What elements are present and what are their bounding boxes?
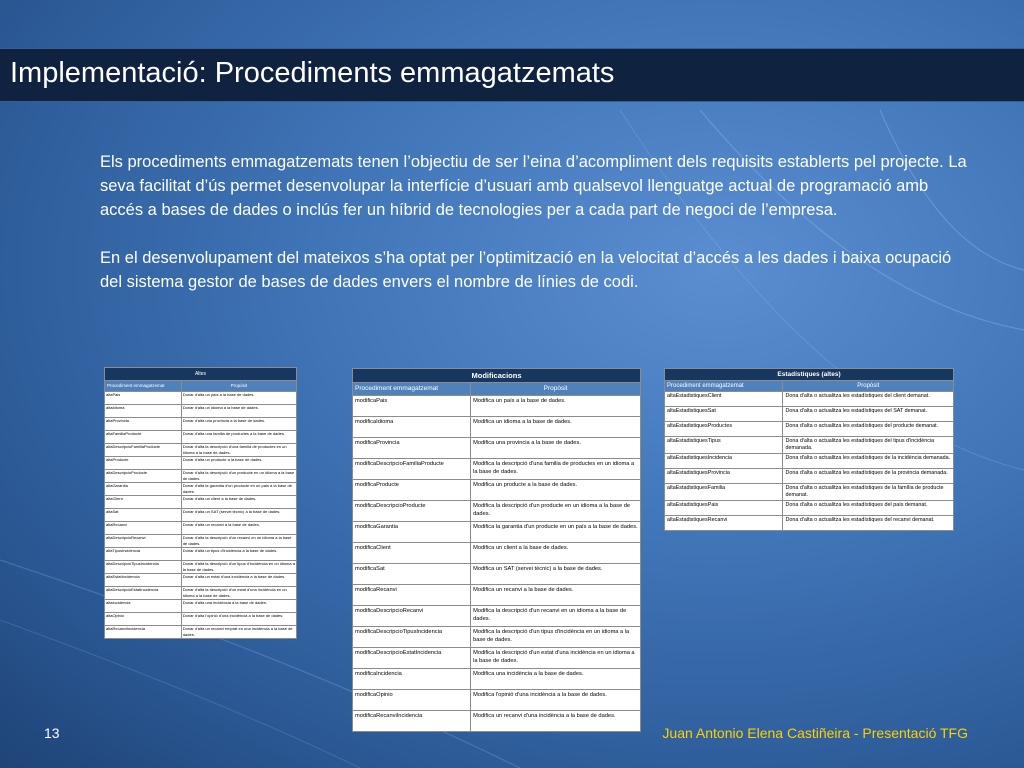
purpose-cell: Modifica la descripció d'una familia de productes en un idioma a la base de dades. [471, 459, 641, 480]
purpose-cell: Modifica un idioma a la base de dades. [471, 417, 641, 438]
purpose-cell: Dona d'alta o actualitza les estadístiques del client demanat. [783, 392, 954, 407]
procedure-name-cell: altaDescripcioRecanvi [105, 535, 182, 548]
purpose-cell: Dona d'alta o actualitza les estadístiques de la provincia demanada. [783, 469, 954, 484]
table-row [665, 392, 954, 407]
table-row [353, 585, 641, 606]
purpose-cell: Dona d'alta o actualitza les estadístiques de la família de producte demanat. [783, 484, 954, 501]
purpose-cell: Modifica una provincia a la base de dades. [471, 438, 641, 459]
table-row [105, 405, 297, 418]
purpose-cell: Modifica un client a la base de dades. [471, 543, 641, 564]
purpose-cell: Donar d'alta la descripció d'un tipus d'incidència en un idioma a la base de dades. [182, 561, 295, 572]
purpose-cell: Dona d'alta o actualitza les estadístiques del tipus d'incidència demanada. [783, 437, 954, 454]
table-row [105, 418, 297, 431]
procedure-name-cell: altaEstadistiquesProvincia [665, 469, 783, 484]
purpose-cell: Modifica un recanvi a la base de dades. [471, 585, 641, 606]
table-row [665, 437, 954, 454]
table-row [665, 422, 954, 437]
estadistiques-table [664, 368, 954, 531]
purpose-cell: Modifica la descripció d'un producte en un idioma a la base de dades. [471, 501, 641, 522]
purpose-cell: Dona d'alta o actualitza les estadístiques del producte demanat. [783, 422, 954, 437]
procedure-name-cell: altaEstadistiquesClient [665, 392, 783, 407]
procedure-name-cell: modificaRecanviIncidencia [353, 711, 471, 732]
purpose-cell: Donar d'alta un recanvi a la base de dades. [181, 522, 296, 535]
paragraph-intro: Els procediments emmagatzemats tenen l’objectiu de ser l’eina d’acompliment dels requisits establerts pel projecte. La seva facilitat d’ús permet desenvolupar la interfície d’usuari amb qualsevol llenguatge actual de programació amb accés a bases de dades o inclús fer un híbrid de tecnologies per a cada part de negoci de l’empresa. [100, 153, 967, 219]
procedure-name-cell: altaEstadistiquesIncidencia [665, 454, 783, 469]
table-row [353, 480, 641, 501]
purpose-cell: Donar d'alta un producte a la base de dades. [181, 457, 296, 470]
procedure-name-cell: modificaDescripcioRecanvi [353, 606, 471, 627]
purpose-cell: Modifica una incidència a la base de dades. [471, 669, 641, 690]
title-bar [0, 48, 1024, 102]
procedure-name-cell: modificaOpinio [353, 690, 471, 711]
procedure-name-cell: altaEstadistiquesPais [665, 501, 783, 516]
purpose-cell: Donar d'alta la descripció d'un estat d'una incidència en un idioma a la base de dades. [181, 587, 296, 600]
table-row [105, 548, 297, 561]
table-row [105, 613, 297, 626]
procedure-name-cell: altaEstadistiquesTipus [665, 437, 783, 454]
table-row [105, 483, 297, 496]
slide-title: Implementació: Procediments emmagatzemats [10, 57, 615, 89]
procedure-name-cell: altaEstadistiquesRecanvi [665, 516, 783, 531]
procedure-name-cell: modificaIncidencia [353, 669, 471, 690]
purpose-cell: Modifica la descripció d'un estat d'una incidència en un idioma a la base de dades. [471, 648, 641, 669]
column-header: Procediment emmagatzemat [353, 383, 471, 396]
purpose-cell: Donar d'alta una familia de productes a la base de dades. [181, 431, 296, 444]
table-row [105, 600, 297, 613]
column-header: Propòsit [471, 383, 641, 396]
purpose-cell: Donar d'alta un SAT (servei tècnic) a la base de dades. [181, 509, 296, 522]
procedure-name-cell: altaEstatIncidencia [105, 574, 182, 587]
purpose-cell: Modifica un recanvi d'una incidència a la base de dades. [471, 711, 641, 732]
procedure-name-cell: modificaDescripcioTipusIncidencia [353, 627, 471, 648]
procedure-name-cell: altaFamiliaProducte [105, 431, 182, 444]
purpose-cell: Donar d'alta un tipus d'incidència a la base de dades. [181, 548, 296, 561]
table-row [105, 574, 297, 587]
procedure-name-cell: altaPais [105, 392, 182, 405]
table-row [105, 561, 297, 574]
table-row [105, 522, 297, 535]
procedure-name-cell: altaDescripcioFamiliaProducte [105, 444, 182, 457]
page-number: 13 [44, 725, 60, 741]
purpose-cell: Donar d'alta un país a la base de dades. [181, 392, 296, 405]
procedure-name-cell: altaIdioma [105, 405, 182, 418]
table-row [105, 392, 297, 405]
procedure-name-cell: altaDescripcioTipusIncidencia [105, 561, 182, 574]
table-row [665, 407, 954, 422]
footer-text: Juan Antonio Elena Castiñeira - Presentació TFG [662, 725, 968, 741]
procedure-name-cell: modificaDescripcioFamiliaProducte [353, 459, 471, 480]
table-row [105, 496, 297, 509]
purpose-cell: Dona d'alta o actualitza les estadístiques del país demanat. [783, 501, 954, 516]
table-row [665, 469, 954, 484]
table-row [353, 459, 641, 480]
procedure-name-cell: modificaDescripcioProducte [353, 501, 471, 522]
estadistiques-table-title: Estadístiques (altes) [665, 369, 954, 381]
table-row [353, 543, 641, 564]
procedure-name-cell: altaEstadistiquesProductes [665, 422, 783, 437]
procedure-name-cell: modificaProvincia [353, 438, 471, 459]
table-row [105, 626, 297, 639]
procedure-name-cell: modificaRecanvi [353, 585, 471, 606]
body-text [100, 150, 970, 318]
purpose-cell: Donar d'alta la descripció d'una família de productes en un idioma a la base de dades. [181, 444, 296, 457]
purpose-cell: Modifica un SAT (servei tècnic) a la base de dades. [471, 564, 641, 585]
procedure-name-cell: altaDescripcioEstatIncidencia [105, 587, 182, 600]
procedure-name-cell: modificaProducte [353, 480, 471, 501]
table-row [665, 501, 954, 516]
table-row [353, 648, 641, 669]
procedure-name-cell: altaProvincia [105, 418, 182, 431]
table-row [353, 396, 641, 417]
table-row [105, 509, 297, 522]
table-row [105, 587, 297, 600]
purpose-cell: Donar d'alta un client a la base de dades. [181, 496, 296, 509]
modificacions-table [352, 368, 641, 732]
purpose-cell: Donar d'alta la garantia d'un producte en un país a la base de dades. [181, 483, 296, 496]
table-row [105, 444, 297, 457]
procedure-name-cell: altaEstadistiquesFamilia [665, 484, 783, 501]
table-row [105, 535, 297, 548]
purpose-cell: Modifica la garantia d'un producte en un país a la base de dades. [471, 522, 641, 543]
table-row [665, 454, 954, 469]
altes-table [104, 367, 297, 639]
purpose-cell: Modifica la descripció d'un tipus d'incidència en un idioma a la base de dades. [471, 627, 641, 648]
purpose-cell: Modifica un producte a la base de dades. [471, 480, 641, 501]
procedure-name-cell: altaOpinio [105, 613, 182, 626]
purpose-cell: Modifica un país a la base de dades. [471, 396, 641, 417]
purpose-cell: Dona d'alta o actualitza les estadístiques del SAT demanat. [783, 407, 954, 422]
purpose-cell: Donar d'alta un recanvi emprat en una incidència a la base de dades. [181, 626, 296, 639]
purpose-cell: Donar d'alta una provincia a la base de dades. [181, 418, 296, 431]
purpose-cell: Modifica l'opinió d'una incidència a la base de dades. [471, 690, 641, 711]
table-row [353, 627, 641, 648]
purpose-cell: Donar d'alta la descripció d'un recanvi en un idioma a la base de dades. [181, 535, 296, 548]
procedure-name-cell: altaProducte [105, 457, 182, 470]
purpose-cell: Donar d'alta un idioma a la base de dades. [181, 405, 296, 418]
procedure-name-cell: altaTipusIncidencia [105, 548, 182, 561]
purpose-cell: Modifica la descripció d'un recanvi en un idioma a la base de dades. [471, 606, 641, 627]
table-row [353, 606, 641, 627]
purpose-cell: Dona d'alta o actualitza les estadístiques del recanvi demanat. [783, 516, 954, 531]
column-header: Procediment emmagatzemat [665, 381, 783, 392]
purpose-cell: Dona d'alta o actualitza les estadístiques de la incidència demanada. [783, 454, 954, 469]
procedure-name-cell: modificaPais [353, 396, 471, 417]
table-row [353, 564, 641, 585]
procedure-name-cell: altaRecanviIncidencia [105, 626, 182, 639]
paragraph-optimization: En el desenvolupament del mateixos s’ha optat per l’optimització en la velocitat d’accés a les dades i baixa ocupació del sistema gestor de bases de dades envers el nombre de línies de codi. [100, 249, 952, 291]
table-row [665, 484, 954, 501]
procedure-name-cell: altaSat [105, 509, 182, 522]
procedure-name-cell: modificaGarantia [353, 522, 471, 543]
procedure-name-cell: altaGarantia [105, 483, 182, 496]
table-row [353, 417, 641, 438]
table-row [105, 431, 297, 444]
purpose-cell: Donar d'alta una incidència a la base de dades. [181, 600, 296, 613]
table-row [353, 522, 641, 543]
table-row [105, 457, 297, 470]
altes-table-title: Altes [105, 368, 297, 381]
procedure-name-cell: modificaSat [353, 564, 471, 585]
table-row [353, 438, 641, 459]
procedure-name-cell: altaEstadistiquesSat [665, 407, 783, 422]
procedure-name-cell: altaDescripcioProducte [105, 470, 182, 483]
procedure-name-cell: modificaDescripcioEstatIncidencia [353, 648, 471, 669]
column-header: Propòsit [783, 381, 954, 392]
table-row [353, 711, 641, 732]
table-row [353, 669, 641, 690]
purpose-cell: Donar d'alta l'opinió d'una incidència a la base de dades. [181, 613, 296, 626]
column-header: Procediment emmagatzemat [105, 381, 182, 392]
table-row [353, 690, 641, 711]
procedure-name-cell: modificaIdioma [353, 417, 471, 438]
procedure-name-cell: altaClient [105, 496, 182, 509]
modificacions-table-title: Modificacions [353, 369, 641, 383]
procedure-name-cell: modificaClient [353, 543, 471, 564]
table-row [105, 470, 297, 483]
purpose-cell: Donar d'alta la descripció d'un producte en un idioma a la base de dades. [181, 470, 296, 483]
table-row [665, 516, 954, 531]
procedure-name-cell: altaRecanvi [105, 522, 182, 535]
purpose-cell: Donar d'alta un estat d'una incidència a la base de dades. [181, 574, 296, 587]
procedure-name-cell: altaIncidencia [105, 600, 182, 613]
table-row [353, 501, 641, 522]
column-header: Propòsit [181, 381, 296, 392]
